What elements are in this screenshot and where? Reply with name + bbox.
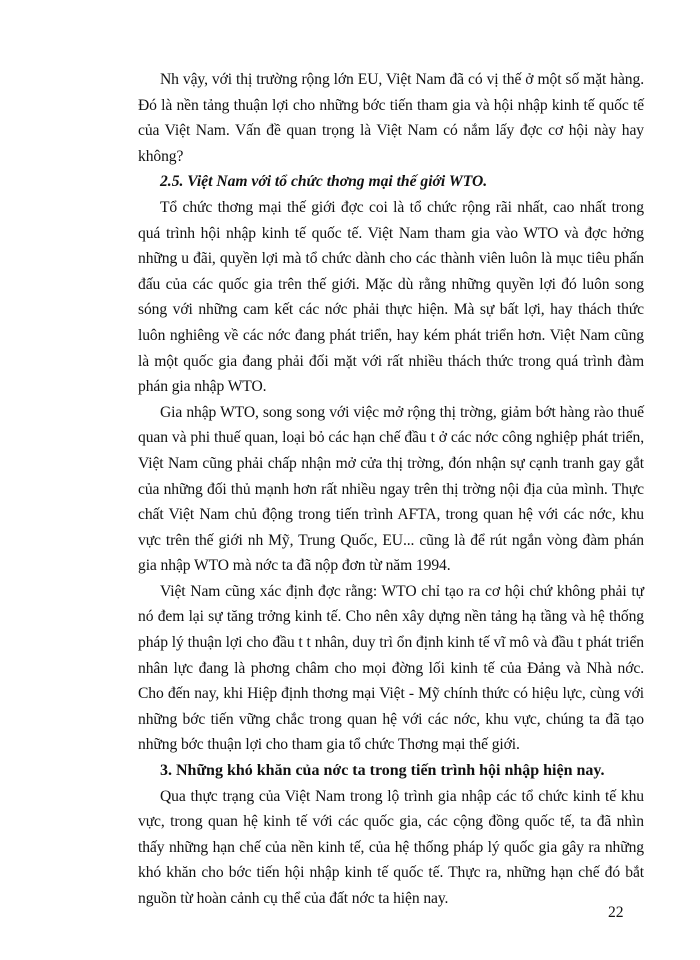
paragraph-eu-market: Nh vậy, với thị trường rộng lớn EU, Việt Nam đã có vị thế ở một số mặt hàng. Đó là nền tảng thuận lợi cho những bớc tiến tham gia và hội nhập kinh tế quốc tế của Việt Nam. Vấn đề quan trọng là Việt Nam có nắm lấy đợc cơ hội này hay không? [138, 71, 644, 165]
paragraph-wto-organization: Tổ chức thơng mại thế giới đợc coi là tổ chức rộng rãi nhất, cao nhất trong quá trình hội nhập kinh tế quốc tế. Việt Nam tham gia vào WTO và đợc hởng những u đãi, quyền lợi mà tổ chức dành cho các thành viên luôn là mục tiêu phấn đấu của các quốc gia trên thế giới. Mặc dù rằng những quyền lợi đó luôn song sóng với những cam kết các nớc phải thực hiện. Mà sự bất lợi, hay thách thức luôn nghiêng về các nớc đang phát triển, hay kém phát triển hơn. Việt Nam cũng là một quốc gia đang phải đối mặt với rất nhiều thách thức trong quá trình đàm phán gia nhập WTO. [138, 198, 644, 396]
section-heading-wto: 2.5. Việt Nam với tổ chức thơng mại thế giới WTO. [160, 173, 488, 191]
paragraph-wto-opportunity: Việt Nam cũng xác định đợc rằng: WTO chỉ tạo ra cơ hội chứ không phải tự nó đem lại sự tăng trởng kinh tế. Cho nên xây dựng nền tảng hạ tầng và hệ thống pháp lý thuận lợi cho đầu t t nhân, duy trì ổn định kinh tế vĩ mô và đầu t phát triển nhân lực đang là phơng châm cho mọi đờng lối kinh tế của Đảng và Nhà nớc. Cho đến nay, khi Hiệp định thơng mại Việt - Mỹ chính thức có hiệu lực, cùng với những bớc tiến vững chắc trong quan hệ với các nớc, khu vực, chúng ta đã tạo những bớc thuận lợi cho tham gia tổ chức Thơng mại thế giới. [138, 582, 644, 754]
paragraph-wto-accession: Gia nhập WTO, song song với việc mở rộng thị trờng, giảm bớt hàng rào thuế quan và phi thuế quan, loại bỏ các hạn chế đầu t ở các nớc công nghiệp phát triển, Việt Nam cũng phải chấp nhận mở cửa thị trờng, đón nhận sự cạnh tranh gay gắt của những đối thủ mạnh hơn rất nhiều ngay trên thị trờng nội địa của mình. Thực chất Việt Nam chủ động trong tiến trình AFTA, trong quan hệ với các nớc, khu vực trên thế giới nh Mỹ, Trung Quốc, EU... cũng là để rút ngắn vòng đàm phán gia nhập WTO mà nớc ta đã nộp đơn từ năm 1994. [138, 403, 644, 575]
page-number: 22 [608, 904, 624, 921]
page-content [138, 67, 644, 912]
paragraph-difficulties: Qua thực trạng của Việt Nam trong lộ trình gia nhập các tổ chức kinh tế khu vực, trong quan hệ kinh tế với các quốc gia, các cộng đồng quốc tế, ta đã nhìn thấy những hạn chế của nền kinh tế, của hệ thống pháp lý quốc gia gây ra những khó khăn cho bớc tiến hội nhập kinh tế quốc tế. Thực ra, những hạn chế đó bắt nguồn từ hoàn cảnh cụ thể của đất nớc ta hiện nay. [138, 787, 644, 907]
section-heading-difficulties: 3. Những khó khăn của nớc ta trong tiến trình hội nhập hiện nay. [160, 762, 605, 780]
